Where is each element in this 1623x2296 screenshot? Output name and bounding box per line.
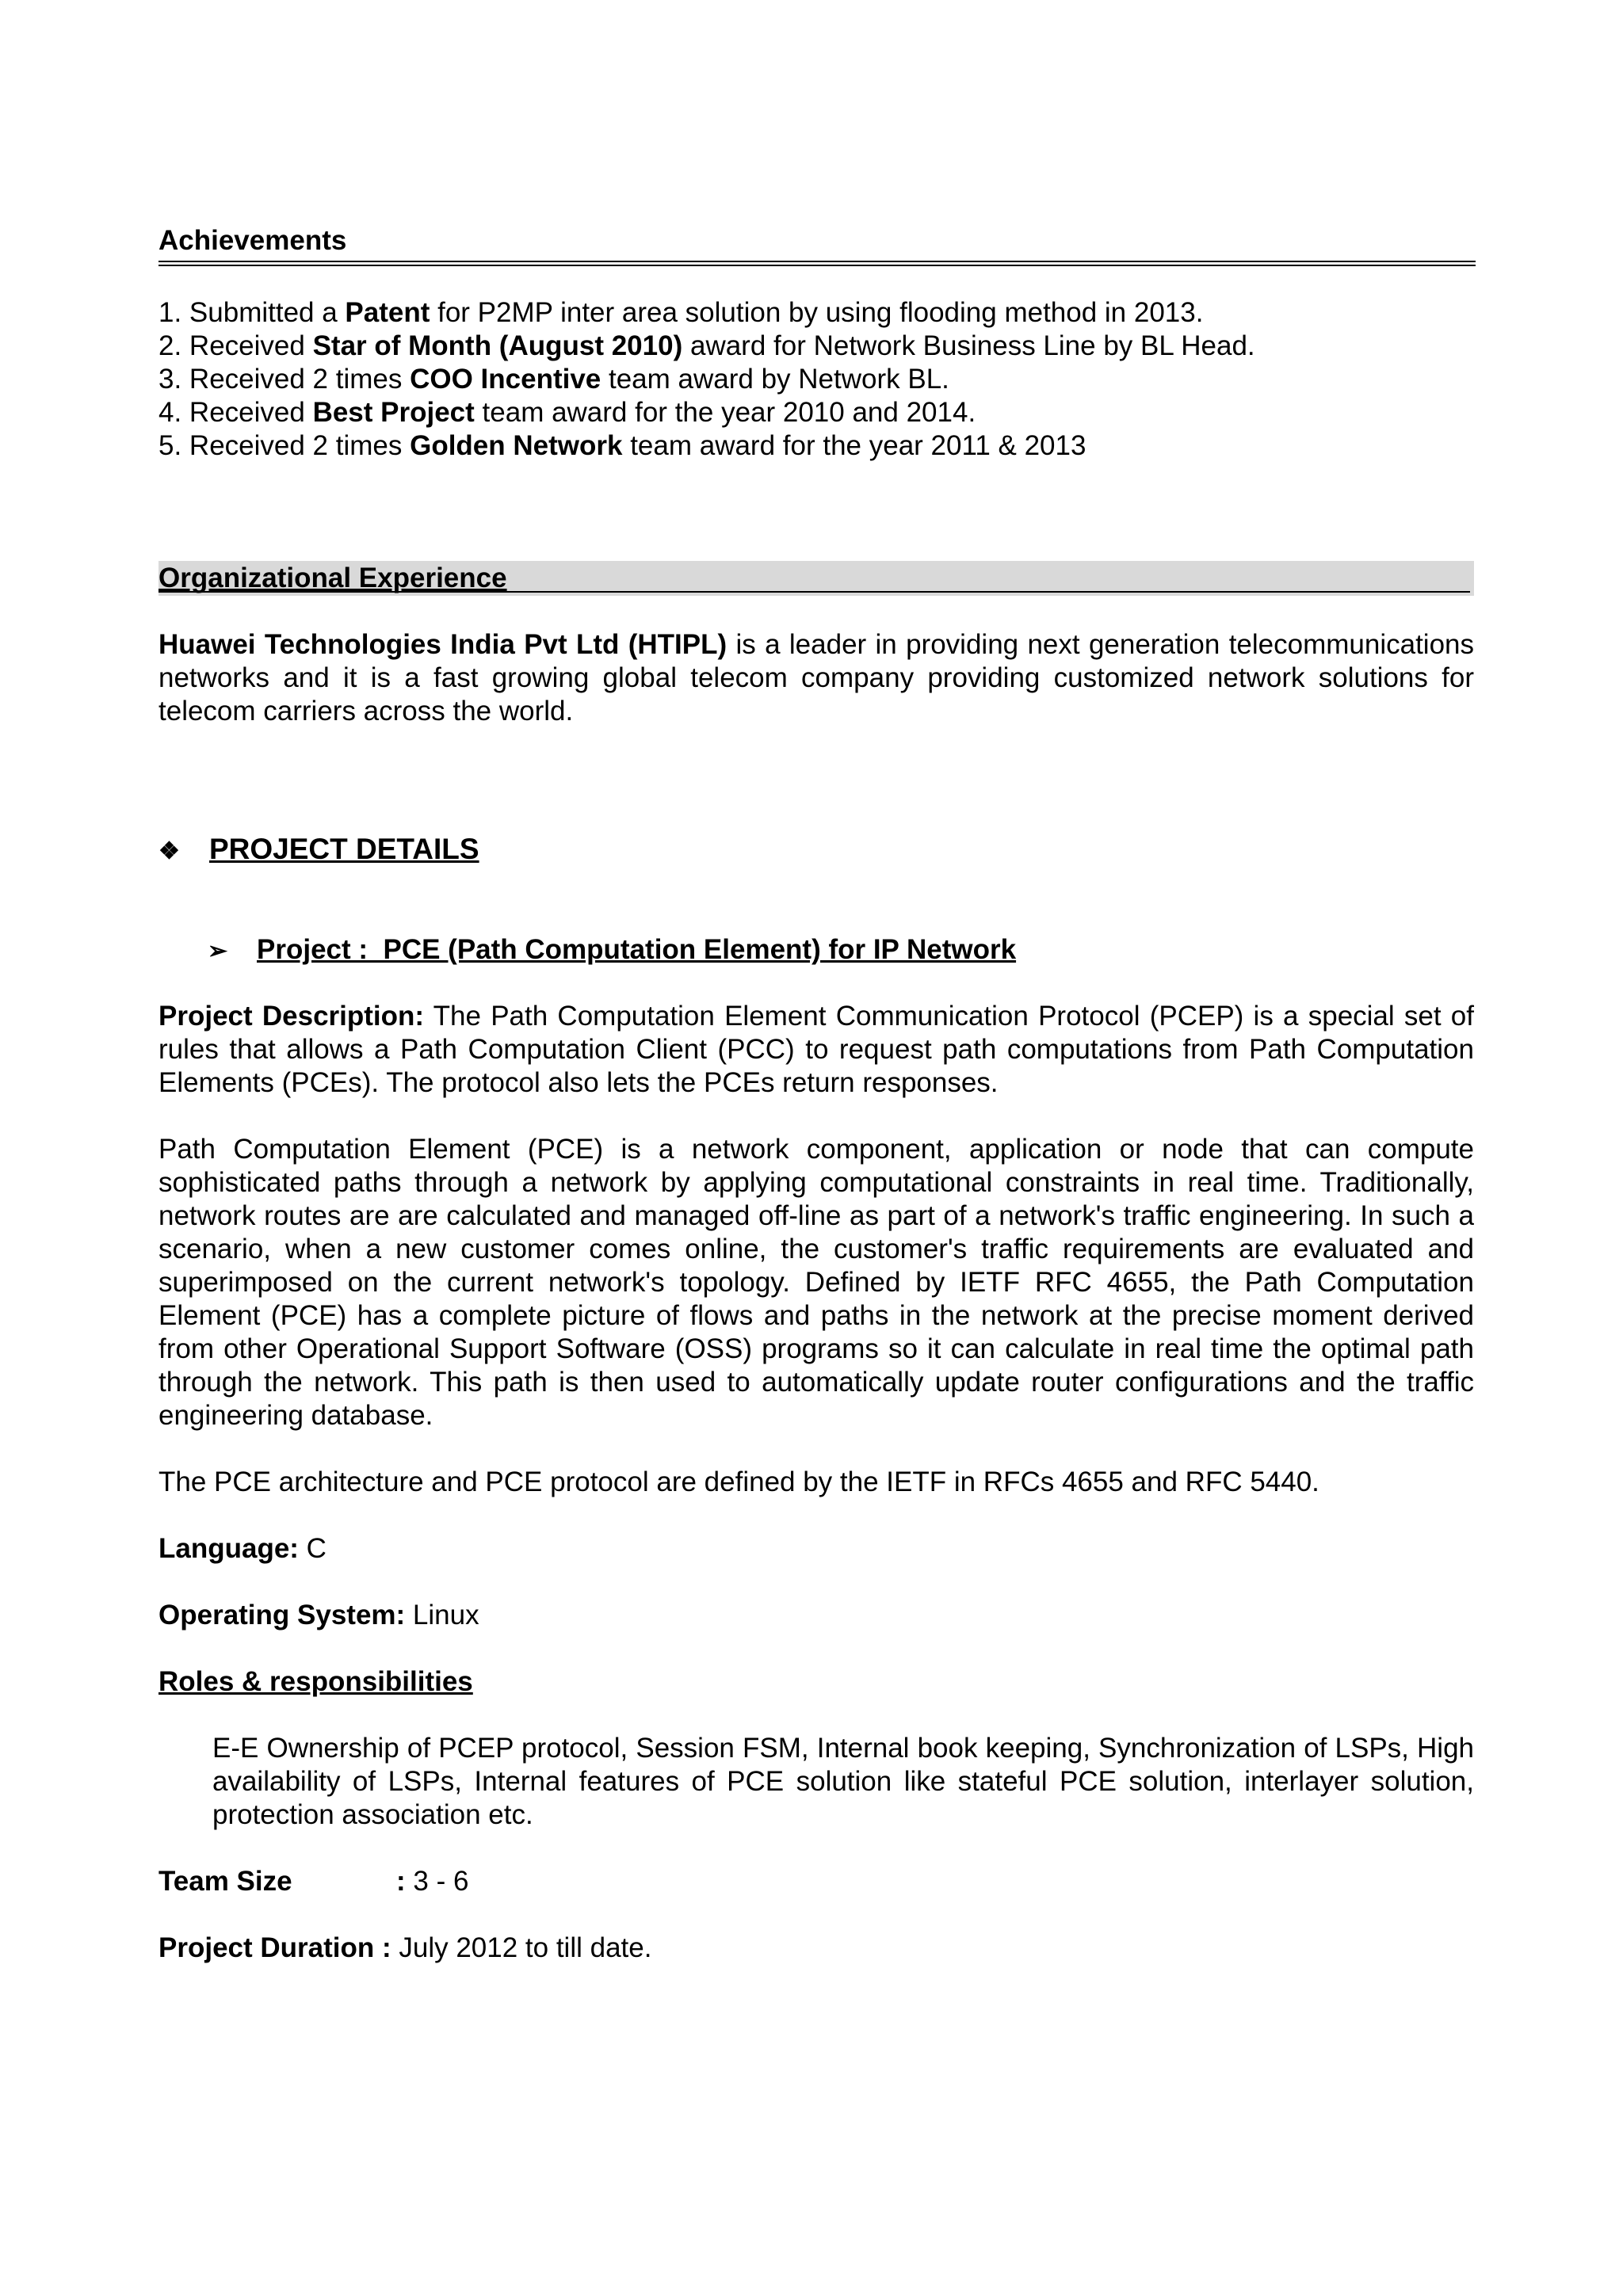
list-item: 1. Submitted a Patent for P2MP inter area solution by using flooding method in 2013.	[158, 297, 1204, 328]
project-title: ➢ Project : PCE (Path Computation Element) for IP Network	[208, 933, 1016, 968]
achievements-list	[158, 296, 1474, 463]
roles-text: E-E Ownership of PCEP protocol, Session FSM, Internal book keeping, Synchronization of LSPs, High availability of LSPs, Internal features of PCE solution like stateful PCE solution, interlayer solution, protection association etc.	[212, 1733, 1474, 1830]
list-item: 4. Received Best Project team award for the year 2010 and 2014.	[158, 397, 976, 428]
org-heading: Organizational Experience	[158, 563, 507, 593]
list-item: 3. Received 2 times COO Incentive team award by Network BL.	[158, 364, 949, 395]
company-name: Huawei Technologies India Pvt Ltd (HTIPL)	[158, 629, 727, 660]
project-duration-line: Project Duration : July 2012 to till date.	[158, 1932, 652, 1963]
achievements-heading: Achievements	[158, 225, 347, 256]
project-details-heading: ❖ PROJECT DETAILS	[158, 832, 479, 869]
pce-paragraph: Path Computation Element (PCE) is a network component, application or node that can compute sophisticated paths through a network by applying computational constraints in real time. Traditionally, network routes are are calculated and managed off-line as part of a network's traffic engineering. In such a scenario, when a new customer comes online, the customer's traffic requirements are evaluated and superimposed on the current network's topology. Defined by IETF RFC 4655, the Path Computation Element (PCE) has a complete picture of flows and paths in the network at the precise moment derived from other Operational Support Software (OSS) programs so it can calculate in real time the optimal path through the network. This path is then used to automatically update router configurations and the traffic engineering database.	[158, 1134, 1474, 1431]
diamond-bullet-icon: ❖	[158, 838, 180, 864]
language-line: Language: C	[158, 1533, 327, 1564]
achievements-double-rule	[158, 261, 1476, 266]
rfc-paragraph: The PCE architecture and PCE protocol are defined by the IETF in RFCs 4655 and RFC 5440.	[158, 1466, 1319, 1497]
roles-heading: Roles & responsibilities	[158, 1666, 473, 1697]
os-line: Operating System: Linux	[158, 1600, 479, 1630]
list-item: 5. Received 2 times Golden Network team award for the year 2011 & 2013	[158, 430, 1086, 461]
org-description: Huawei Technologies India Pvt Ltd (HTIPL) is a leader in providing next generation telecommunications networks and it is a fast growing global telecom company providing customized network solutions for telecom carriers across the world.	[158, 629, 1474, 727]
list-item: 2. Received Star of Month (August 2010) award for Network Business Line by BL Head.	[158, 330, 1255, 361]
team-size-line: Team Size : 3 - 6	[158, 1866, 469, 1897]
project-description: Project Description: The Path Computation Element Communication Protocol (PCEP) is a special set of rules that allows a Path Computation Client (PCC) to request path computations from Path Computation Elements (PCEs). The protocol also lets the PCEs return responses.	[158, 1001, 1474, 1098]
arrow-bullet-icon: ➢	[208, 938, 228, 964]
